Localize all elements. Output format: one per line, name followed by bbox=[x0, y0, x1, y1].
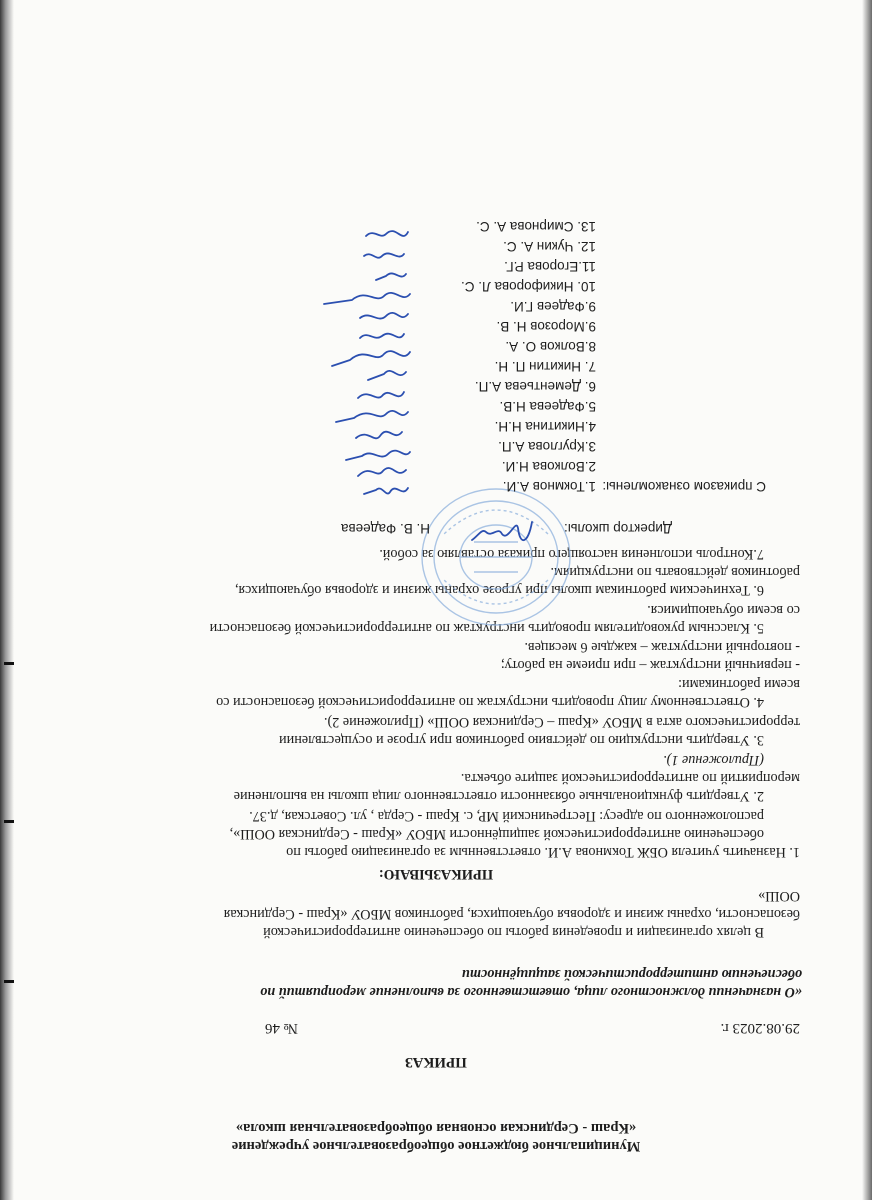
director-label: Директор школы: bbox=[564, 521, 672, 536]
order-subject-line1: «О назначении должностного лица, ответственного за выполнение мероприятий по bbox=[260, 984, 802, 1000]
acquainted-person: 4.Никитина Н.Н. bbox=[494, 419, 596, 434]
item-line: обеспечению антитеррористической защищённости МБОУ «Краш - Сердинская ООШ», bbox=[229, 826, 764, 842]
acquainted-person: 7. Никитин П. Н. bbox=[494, 359, 596, 374]
item-line: 7.Контроль исполнения настоящего приказа оставляю за собой. bbox=[379, 546, 764, 562]
school-stamp bbox=[416, 482, 576, 632]
acquainted-person: 5.Фадеева Н.В. bbox=[499, 399, 596, 414]
order-date: 29.08.2023 г. bbox=[720, 1020, 800, 1036]
item-line: террористического акта в МБОУ «Краш – Сердинская ООШ» (Приложение 2). bbox=[323, 714, 800, 730]
org-name-line2: «Краш - Сердинская основная общеобразовательная школа» bbox=[235, 1120, 637, 1136]
acquainted-person: 13. Смирнова А. С. bbox=[476, 219, 596, 234]
intro-line: ООШ» bbox=[758, 888, 800, 904]
acquainted-person: 9.Фадеев Г.И. bbox=[510, 299, 596, 314]
decree-word: ПРИКАЗЫВАЮ: bbox=[378, 866, 494, 882]
intro-line: безопасности, охраны жизни и здоровья обучающихся, работников МБОУ «Краш - Сердинская bbox=[223, 906, 800, 922]
item-line: - повторный инструктаж – каждые 6 месяцев. bbox=[524, 639, 800, 655]
item-line: расположенного по адресу: Пестречинский МР, с. Краш - Серда , ул. Советская, д.37. bbox=[249, 808, 764, 824]
item-line: 4. Ответственному лицу проводить инструктаж по антитеррористической безопасности со bbox=[216, 694, 764, 710]
item-line: 6. Техническим работникам школы при угрозе охраны жизни и здоровья обучающихся, bbox=[234, 582, 764, 598]
order-number: № 46 bbox=[264, 1020, 298, 1036]
org-name-line1: Муниципальное бюджетное общеобразовательное учреждение bbox=[231, 1138, 641, 1154]
item-line: со всеми обучающимися. bbox=[647, 602, 800, 618]
order-subject-line2: обеспечению антитеррористической защищённости bbox=[461, 966, 802, 982]
acquainted-person: 3.Круглова А.П. bbox=[498, 439, 596, 454]
item-line: 1. Назначить учителя ОБЖ Токмнова А.И. ответственным за организацию работы по bbox=[286, 844, 800, 860]
acquainted-person: 2.Волкова Н.И. bbox=[501, 459, 596, 474]
item-line: 5. Классным руководителям проводить инструктаж по антитеррористической безопасности bbox=[209, 620, 764, 636]
item-line: мероприятий по антитеррористической защите объекта. bbox=[460, 770, 800, 786]
intro-line: В целях организации и проведения работы по обеспечению антитеррористической bbox=[263, 924, 764, 940]
item-line: работников действовать по инструкциям. bbox=[550, 564, 800, 580]
acquainted-person: 10. Никифорова Л. С. bbox=[460, 279, 596, 294]
item-line: - первичный инструктаж – при приеме на работу; bbox=[500, 657, 800, 673]
item-line: 3. Утвердить инструкцию по действию работников при угрозе и осуществлении bbox=[279, 732, 764, 748]
acquainted-person: 11.Егорова Р.Г. bbox=[504, 259, 596, 274]
acquainted-label: С приказом ознакомлены: bbox=[602, 479, 766, 494]
acquainted-person: 8.Волков О. А. bbox=[505, 339, 596, 354]
director-signature bbox=[468, 512, 538, 552]
acquainted-person: 6. Дементьева А.П. bbox=[474, 379, 596, 394]
director-name: Н. В. Фадеева bbox=[341, 521, 430, 536]
staff-signatures bbox=[316, 210, 416, 500]
acquainted-person: 1.Токмнов А.И. bbox=[502, 479, 596, 494]
order-title: ПРИКАЗ bbox=[405, 1054, 467, 1070]
acquainted-person: 9.Морозов Н. В. bbox=[496, 319, 596, 334]
acquainted-person: 12. Чукин А. С. bbox=[503, 239, 596, 254]
item-line: 2. Утвердить функциональные обязанности ответственного лица школы на выполнение bbox=[233, 788, 764, 804]
item-line: всеми работниками: bbox=[678, 676, 800, 692]
item-line: (Приложение 1). bbox=[663, 752, 764, 768]
